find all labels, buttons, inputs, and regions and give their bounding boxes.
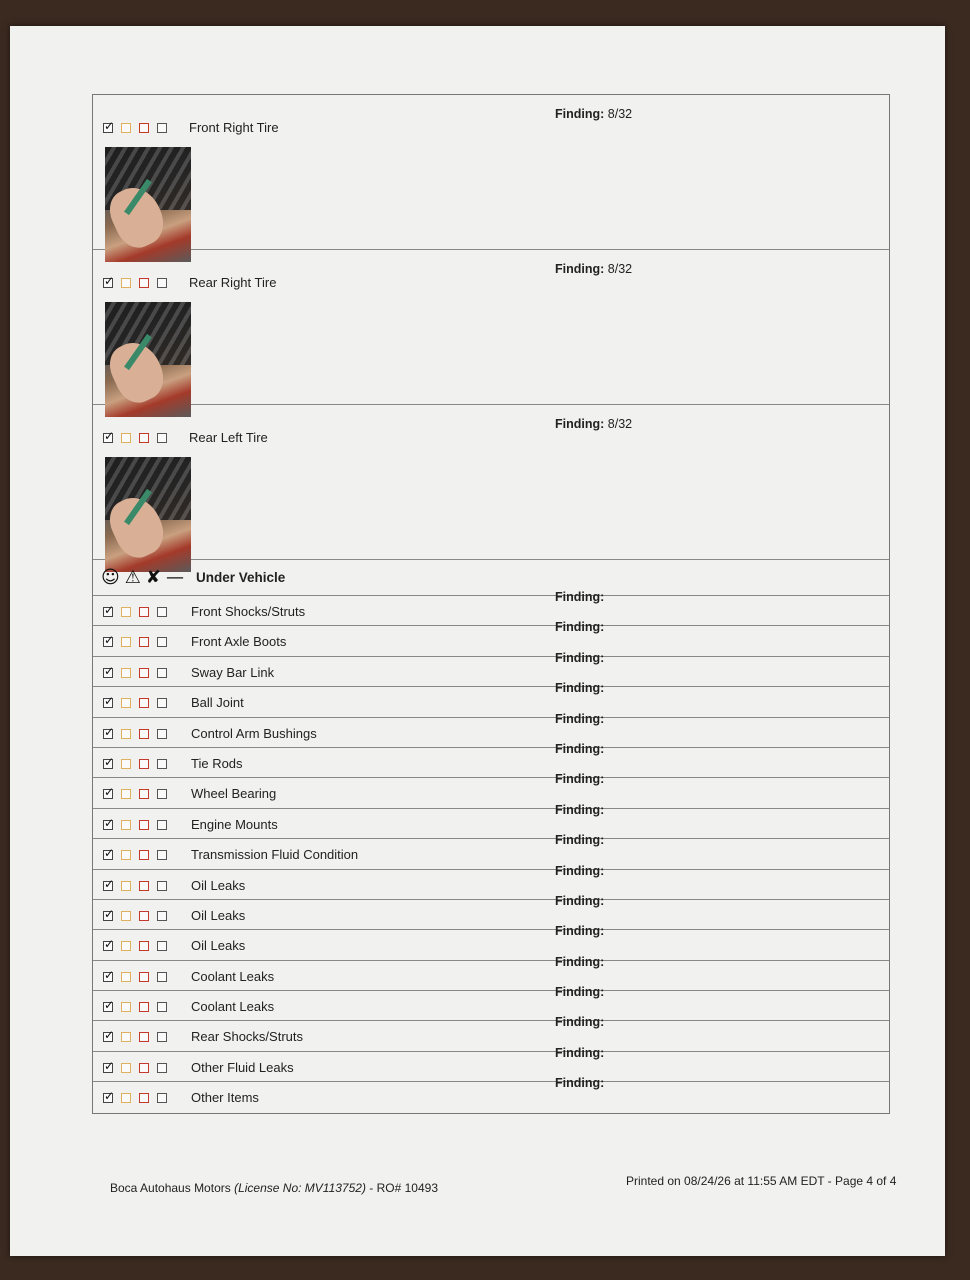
status-urgent-checkbox[interactable] bbox=[139, 789, 149, 799]
status-attention-checkbox[interactable] bbox=[121, 433, 131, 443]
status-urgent-checkbox[interactable] bbox=[139, 433, 149, 443]
status-attention-checkbox[interactable] bbox=[121, 668, 131, 678]
status-checkboxes bbox=[103, 911, 167, 921]
finding-text: Finding: bbox=[555, 620, 605, 635]
status-checkboxes bbox=[103, 698, 167, 708]
status-good-checkbox[interactable] bbox=[103, 881, 113, 891]
list-item bbox=[93, 954, 889, 991]
status-attention-checkbox[interactable] bbox=[121, 729, 131, 739]
status-na-checkbox[interactable] bbox=[157, 850, 167, 860]
license-number: (License No: MV113752) bbox=[234, 1181, 366, 1195]
inspection-table bbox=[92, 94, 890, 1114]
status-na-checkbox[interactable] bbox=[157, 433, 167, 443]
status-good-checkbox[interactable] bbox=[103, 850, 113, 860]
status-checkboxes bbox=[103, 637, 167, 647]
list-item bbox=[93, 681, 889, 717]
list-item bbox=[93, 1015, 889, 1051]
finding-text: Finding: bbox=[555, 924, 605, 939]
list-item bbox=[93, 711, 889, 748]
tire-row-rear-left bbox=[93, 405, 889, 560]
status-checkboxes bbox=[103, 941, 167, 951]
list-item bbox=[93, 985, 889, 1021]
status-urgent-checkbox[interactable] bbox=[139, 941, 149, 951]
status-urgent-checkbox[interactable] bbox=[139, 759, 149, 769]
status-urgent-checkbox[interactable] bbox=[139, 637, 149, 647]
status-good-checkbox[interactable] bbox=[103, 1002, 113, 1012]
status-checkboxes bbox=[103, 433, 167, 443]
status-attention-checkbox[interactable] bbox=[121, 123, 131, 133]
status-attention-checkbox[interactable] bbox=[121, 1032, 131, 1042]
footer-shop-info bbox=[110, 1181, 438, 1195]
item-label: Control Arm Bushings bbox=[191, 725, 317, 741]
smiley-icon: ☺ bbox=[101, 567, 120, 588]
item-label: Transmission Fluid Condition bbox=[191, 847, 359, 863]
finding-text: Finding: bbox=[555, 833, 605, 848]
status-na-checkbox[interactable] bbox=[157, 789, 167, 799]
status-na-checkbox[interactable] bbox=[157, 698, 167, 708]
list-item bbox=[93, 863, 889, 900]
tire-tread-photo bbox=[105, 147, 191, 262]
list-item bbox=[93, 1076, 889, 1112]
status-attention-checkbox[interactable] bbox=[121, 278, 131, 288]
status-urgent-checkbox[interactable] bbox=[139, 1002, 149, 1012]
finding-text: Finding: bbox=[555, 1045, 605, 1060]
item-label: Wheel Bearing bbox=[191, 786, 277, 802]
finding-text: Finding: bbox=[555, 1076, 605, 1091]
status-attention-checkbox[interactable] bbox=[121, 911, 131, 921]
status-na-checkbox[interactable] bbox=[157, 1032, 167, 1042]
item-label: Other Items bbox=[191, 1090, 259, 1106]
item-label: Rear Right Tire bbox=[189, 275, 277, 290]
status-good-checkbox[interactable] bbox=[103, 607, 113, 617]
finding-text: Finding: 8/32 bbox=[555, 417, 633, 431]
tire-row-rear-right bbox=[93, 250, 889, 405]
status-checkboxes bbox=[103, 607, 167, 617]
status-urgent-checkbox[interactable] bbox=[139, 972, 149, 982]
status-checkboxes bbox=[103, 1002, 167, 1012]
item-label: Coolant Leaks bbox=[191, 999, 275, 1015]
item-label: Coolant Leaks bbox=[191, 968, 275, 984]
status-checkboxes bbox=[103, 759, 167, 769]
status-attention-checkbox[interactable] bbox=[121, 850, 131, 860]
status-attention-checkbox[interactable] bbox=[121, 698, 131, 708]
status-attention-checkbox[interactable] bbox=[121, 1063, 131, 1073]
status-urgent-checkbox[interactable] bbox=[139, 911, 149, 921]
status-attention-checkbox[interactable] bbox=[121, 1093, 131, 1103]
status-urgent-checkbox[interactable] bbox=[139, 1063, 149, 1073]
item-label: Oil Leaks bbox=[191, 907, 246, 923]
shop-name: Boca Autohaus Motors bbox=[110, 1181, 231, 1195]
finding-text: Finding: bbox=[555, 711, 605, 726]
status-checkboxes bbox=[103, 972, 167, 982]
ro-number: - RO# 10493 bbox=[369, 1181, 439, 1195]
status-good-checkbox[interactable] bbox=[103, 698, 113, 708]
finding-text: Finding: bbox=[555, 893, 605, 908]
status-na-checkbox[interactable] bbox=[157, 607, 167, 617]
status-good-checkbox[interactable] bbox=[103, 972, 113, 982]
section-title: Under Vehicle bbox=[196, 570, 286, 585]
status-checkboxes bbox=[103, 1093, 167, 1103]
finding-text: Finding: bbox=[555, 681, 605, 696]
finding-text: Finding: bbox=[555, 590, 605, 604]
legend-icons bbox=[101, 567, 184, 588]
list-item bbox=[93, 833, 889, 869]
status-checkboxes bbox=[103, 820, 167, 830]
cross-icon: ✘ bbox=[145, 567, 161, 588]
status-good-checkbox[interactable] bbox=[103, 789, 113, 799]
status-na-checkbox[interactable] bbox=[157, 972, 167, 982]
status-urgent-checkbox[interactable] bbox=[139, 729, 149, 739]
finding-text: Finding: bbox=[555, 650, 605, 665]
list-item bbox=[93, 772, 889, 808]
status-checkboxes bbox=[103, 1063, 167, 1073]
status-urgent-checkbox[interactable] bbox=[139, 1093, 149, 1103]
tire-tread-photo bbox=[105, 457, 191, 572]
list-item bbox=[93, 924, 889, 960]
status-urgent-checkbox[interactable] bbox=[139, 607, 149, 617]
status-good-checkbox[interactable] bbox=[103, 668, 113, 678]
status-urgent-checkbox[interactable] bbox=[139, 278, 149, 288]
status-urgent-checkbox[interactable] bbox=[139, 668, 149, 678]
status-urgent-checkbox[interactable] bbox=[139, 698, 149, 708]
status-good-checkbox[interactable] bbox=[103, 941, 113, 951]
status-na-checkbox[interactable] bbox=[157, 278, 167, 288]
status-na-checkbox[interactable] bbox=[157, 941, 167, 951]
paper-sheet bbox=[10, 26, 945, 1256]
status-good-checkbox[interactable] bbox=[103, 759, 113, 769]
status-good-checkbox[interactable] bbox=[103, 278, 113, 288]
status-urgent-checkbox[interactable] bbox=[139, 881, 149, 891]
section-header-under-vehicle bbox=[93, 560, 889, 596]
status-checkboxes bbox=[103, 789, 167, 799]
status-urgent-checkbox[interactable] bbox=[139, 1032, 149, 1042]
status-good-checkbox[interactable] bbox=[103, 123, 113, 133]
status-good-checkbox[interactable] bbox=[103, 1063, 113, 1073]
item-label: Tie Rods bbox=[191, 755, 243, 771]
status-na-checkbox[interactable] bbox=[157, 911, 167, 921]
status-attention-checkbox[interactable] bbox=[121, 1002, 131, 1012]
item-label: Sway Bar Link bbox=[191, 664, 275, 680]
status-attention-checkbox[interactable] bbox=[121, 941, 131, 951]
status-good-checkbox[interactable] bbox=[103, 911, 113, 921]
status-urgent-checkbox[interactable] bbox=[139, 123, 149, 133]
status-attention-checkbox[interactable] bbox=[121, 637, 131, 647]
finding-text: Finding: bbox=[555, 985, 605, 1000]
finding-text: Finding: bbox=[555, 1015, 605, 1030]
status-attention-checkbox[interactable] bbox=[121, 820, 131, 830]
finding-text: Finding: 8/32 bbox=[555, 107, 633, 121]
status-na-checkbox[interactable] bbox=[157, 637, 167, 647]
status-good-checkbox[interactable] bbox=[103, 433, 113, 443]
item-label: Ball Joint bbox=[191, 695, 244, 711]
status-good-checkbox[interactable] bbox=[103, 820, 113, 830]
status-urgent-checkbox[interactable] bbox=[139, 850, 149, 860]
status-good-checkbox[interactable] bbox=[103, 637, 113, 647]
finding-text: Finding: bbox=[555, 741, 605, 756]
status-urgent-checkbox[interactable] bbox=[139, 820, 149, 830]
status-checkboxes bbox=[103, 123, 167, 133]
item-label: Oil Leaks bbox=[191, 877, 246, 893]
list-item bbox=[93, 650, 889, 687]
item-label: Oil Leaks bbox=[191, 938, 246, 954]
tire-row-front-right bbox=[93, 95, 889, 250]
finding-text: Finding: bbox=[555, 802, 605, 817]
list-item bbox=[93, 893, 889, 930]
status-checkboxes bbox=[103, 881, 167, 891]
list-item bbox=[93, 590, 889, 626]
status-na-checkbox[interactable] bbox=[157, 881, 167, 891]
item-label: Other Fluid Leaks bbox=[191, 1059, 294, 1075]
status-attention-checkbox[interactable] bbox=[121, 972, 131, 982]
status-attention-checkbox[interactable] bbox=[121, 789, 131, 799]
status-na-checkbox[interactable] bbox=[157, 668, 167, 678]
status-na-checkbox[interactable] bbox=[157, 1002, 167, 1012]
status-na-checkbox[interactable] bbox=[157, 729, 167, 739]
item-label: Rear Shocks/Struts bbox=[191, 1029, 303, 1045]
status-na-checkbox[interactable] bbox=[157, 123, 167, 133]
warning-icon: ⚠ bbox=[124, 567, 141, 588]
status-na-checkbox[interactable] bbox=[157, 820, 167, 830]
tire-tread-photo bbox=[105, 302, 191, 417]
status-checkboxes bbox=[103, 850, 167, 860]
status-good-checkbox[interactable] bbox=[103, 1032, 113, 1042]
list-item bbox=[93, 1045, 889, 1082]
list-item bbox=[93, 802, 889, 839]
list-item bbox=[93, 620, 889, 656]
item-label: Front Axle Boots bbox=[191, 634, 287, 650]
status-checkboxes bbox=[103, 729, 167, 739]
status-checkboxes bbox=[103, 278, 167, 288]
footer-printed-info: Printed on 08/24/26 at 11:55 AM EDT - Page 4 of 4 bbox=[626, 1174, 897, 1188]
under-vehicle-list bbox=[93, 590, 889, 1113]
status-attention-checkbox[interactable] bbox=[121, 881, 131, 891]
status-good-checkbox[interactable] bbox=[103, 729, 113, 739]
item-label: Engine Mounts bbox=[191, 816, 278, 832]
status-checkboxes bbox=[103, 668, 167, 678]
finding-text: Finding: 8/32 bbox=[555, 262, 633, 276]
status-attention-checkbox[interactable] bbox=[121, 607, 131, 617]
status-attention-checkbox[interactable] bbox=[121, 759, 131, 769]
list-item bbox=[93, 741, 889, 778]
item-label: Front Shocks/Struts bbox=[191, 604, 306, 619]
finding-text: Finding: bbox=[555, 863, 605, 878]
finding-text: Finding: bbox=[555, 954, 605, 969]
status-na-checkbox[interactable] bbox=[157, 1093, 167, 1103]
status-checkboxes bbox=[103, 1032, 167, 1042]
status-na-checkbox[interactable] bbox=[157, 1063, 167, 1073]
finding-text: Finding: bbox=[555, 772, 605, 787]
dash-icon: — bbox=[166, 567, 184, 588]
item-label: Rear Left Tire bbox=[189, 430, 268, 445]
status-na-checkbox[interactable] bbox=[157, 759, 167, 769]
item-label: Front Right Tire bbox=[189, 120, 279, 135]
status-good-checkbox[interactable] bbox=[103, 1093, 113, 1103]
